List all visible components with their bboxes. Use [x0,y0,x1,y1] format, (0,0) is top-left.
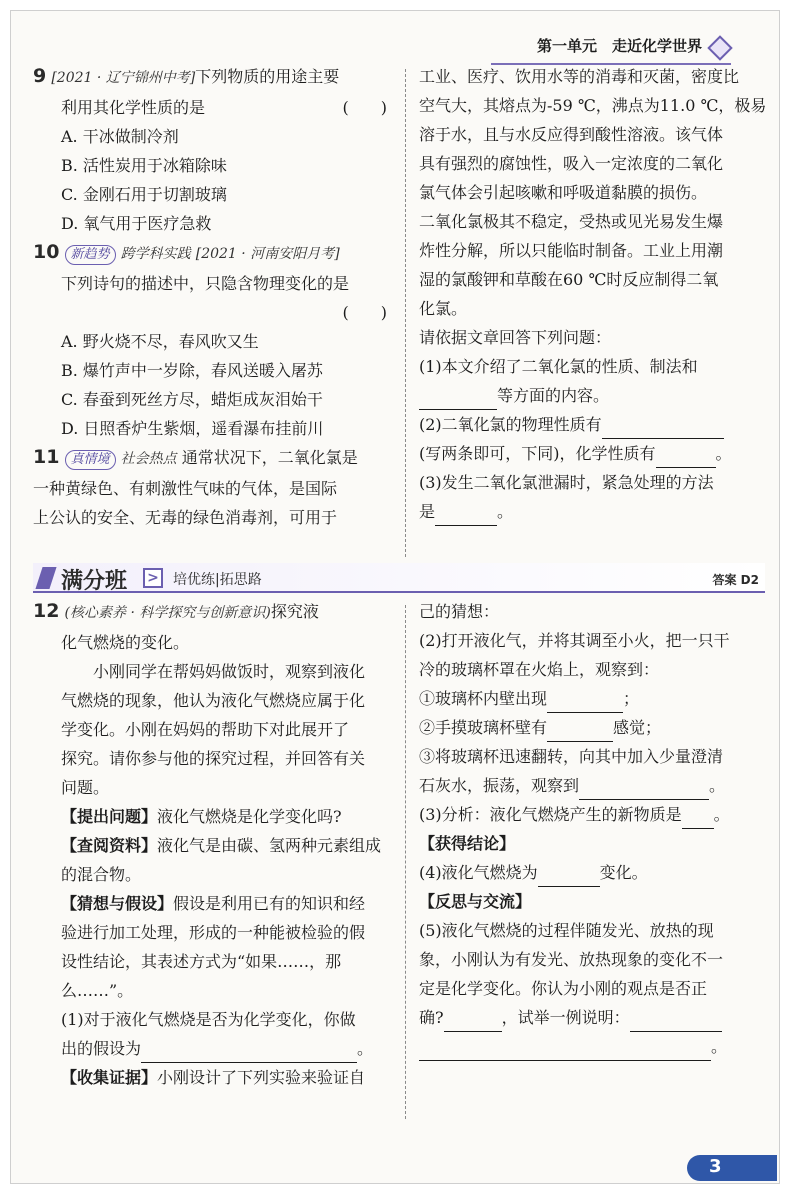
header-diamond-icon [707,35,732,60]
q10-answer-paren: ( ) [342,303,387,322]
q11-sub1-tail: 等方面的内容。 [497,386,610,405]
q12-line1 [33,597,393,628]
q12-p1-line1: (1)对于液化气燃烧是否为化学变化，你做 [61,1010,356,1029]
q11-right-2: 溶于水，且与水反应得到酸性溶液。该气体 [419,125,724,144]
q11-sub1-line1: (1)本文介绍了二氧化氯的性质、制法和 [419,357,698,376]
q11-sub1-blank[interactable] [419,390,497,410]
q9-source: [2021 · 辽宁锦州中考] [51,70,196,86]
q12-r-c3-blank[interactable] [579,780,709,800]
q10-stem: 下列诗句的描述中，只隐含物理变化的是 [61,274,350,293]
q11-sub2-blank1[interactable] [602,419,724,439]
q12-r-p4-blank[interactable] [538,867,600,887]
q12-consult [33,831,393,860]
right-column-top [419,62,765,526]
q12-r-p3-blank[interactable] [682,809,714,829]
q12-r-p2-0: (2)打开液化气，并将其调至小火，把一只干 [419,631,730,650]
q12-hyp-3: 么……”。 [61,981,134,1000]
q12-r-c3-head: 石灰水，振荡，观察到 [419,776,580,795]
q12-ask-text: 液化气燃烧是化学变化吗? [157,807,342,826]
banner-answer-ref: 答案 D2 [712,573,759,587]
q12-r-c2 [419,713,765,742]
q10-option-a: A. 野火烧不尽，春风吹又生 [61,332,259,351]
q9-answer-paren: ( ) [342,98,387,117]
q11-sub3-end: 。 [497,502,514,521]
q10-line1 [33,238,393,269]
q12-left-3: 探究。请你参与他的探究过程，并回答有关 [61,749,366,768]
q11-prompt: 请依据文章回答下列问题： [419,328,612,347]
q11-sub3-head: 是 [419,502,436,521]
q10-option-d: D. 日照香炉生紫烟，遥看瀑布挂前川 [61,419,324,438]
q12-r-line1: 己的猜想： [419,602,500,621]
q9-option-a: A. 干冰做制冷剂 [61,127,179,146]
unit-header: 第一单元 走近化学世界 [537,37,703,55]
q12-r-p5-1: 象，小刚认为有发光、放热现象的变化不一 [419,950,724,969]
q11-right-5: 二氧化氯极其不稳定，受热或见光易发生爆 [419,212,724,231]
q9-stem1: 下列物质的用途主要 [195,67,340,86]
q11-sub2-line1 [419,410,765,439]
q12-r-c2-head: ②手摸玻璃杯壁有 [419,718,548,737]
q11-sub2-blank2[interactable] [656,448,716,468]
q12-r-c3-line2 [419,771,765,800]
q9-stem2: 利用其化学性质的是 [61,98,206,117]
q12-r-p5-mid: ，试举一例说明： [501,1008,630,1027]
q11-sub3-blank[interactable] [435,506,497,526]
page-number: 3 [709,1156,722,1177]
q9-option-d: D. 氧气用于医疗急救 [61,214,212,233]
q11-right-3: 具有强烈的腐蚀性，吸入一定浓度的二氧化 [419,154,724,173]
q11-number: 11 [33,446,60,468]
q11-sub2-line2 [419,439,765,468]
q10-tag-text: 跨学科实践 [120,246,191,262]
q12-stem2: 化气燃烧的变化。 [61,633,190,652]
q12-r-c1-end: ； [623,689,640,708]
q12-p1-blank[interactable] [141,1043,357,1063]
q12-left-0: 小刚同学在帮妈妈做饭时，观察到液化 [93,662,366,681]
q12-collect-head: 【收集证据】 [61,1068,158,1087]
q11-sub2-mid: (写两条即可，下同)，化学性质有 [419,444,656,463]
q10-source: [2021 · 河南安阳月考] [195,246,340,262]
q12-r-p5-line5 [419,1032,765,1061]
q11-sub3-line1: (3)发生二氧化氯泄漏时，紧急处理的方法 [419,473,714,492]
q9-number: 9 [33,65,47,87]
banner-subtitle: 培优练|拓思路 [173,572,262,588]
q12-r-p5-line4 [419,1003,765,1032]
q11-sub2-end: 。 [715,444,732,463]
q11-right-0: 工业、医疗、饮用水等的消毒和灭菌，密度比 [419,67,740,86]
q10-number: 10 [33,241,60,263]
banner-title: 满分班 [61,569,128,594]
q12-r-p5-end: 。 [711,1037,728,1056]
q12-r-c1 [419,684,765,713]
q10-option-c: C. 春蚕到死丝方尽，蜡炬成灰泪始干 [61,390,323,409]
q12-r-c2-end: 感觉； [613,718,662,737]
column-divider-bottom [405,605,406,1119]
q12-p1-line2 [33,1034,393,1063]
q11-tag: 真情境 [65,450,116,470]
q12-r-p5-blank1[interactable] [444,1012,502,1032]
q12-left-4: 问题。 [61,778,110,797]
q11-right-7: 湿的氯酸钾和草酸在60 ℃时反应制得二氧 [419,270,719,289]
left-column-top [33,62,393,532]
q12-r-p3-head: (3)分析：液化气燃烧产生的新物质是 [419,805,682,824]
workbook-page [10,10,780,1184]
q12-hyp-2: 设性结论，其表述方式为“如果……，那 [61,952,342,971]
q12-ask-head: 【提出问题】 [61,807,158,826]
q12-stem1: 探究液 [270,602,319,621]
q11-sub1-line2 [419,381,765,410]
column-divider-top [405,69,406,557]
q12-r-c3-end: 。 [709,776,726,795]
q10-paren-line [33,298,393,327]
q11-right-6: 炸性分解，所以只能临时制备。工业上用潮 [419,241,724,260]
q11-tag-text: 社会热点 [120,451,177,467]
q12-source: (核心素养 · 科学探究与创新意识) [64,605,271,621]
q9-line1 [33,62,393,93]
q12-collect-text: 小刚设计了下列实验来验证自 [157,1068,366,1087]
q11-text-2: 上公认的安全、无毒的绿色消毒剂，可用于 [33,508,338,527]
q10-tag: 新趋势 [65,245,116,265]
q12-hyp [33,889,393,918]
q12-r-p3 [419,800,765,829]
q10-option-b: B. 爆竹声中一岁除，春风送暖入屠苏 [61,361,323,380]
q12-r-c2-blank[interactable] [547,722,613,742]
q9-option-c: C. 金刚石用于切割玻璃 [61,185,227,204]
q12-r-p5-blank3[interactable] [419,1041,711,1061]
left-column-bottom [33,597,393,1092]
q12-ask [33,802,393,831]
q12-consult-head: 【查阅资料】 [61,836,158,855]
q12-collect [33,1063,393,1092]
q9-option-b: B. 活性炭用于冰箱除味 [61,156,227,175]
q12-r-p5-2: 定是化学变化。你认为小刚的观点是否正 [419,979,708,998]
q11-right-4: 氯气体会引起咳嗽和呼吸道黏膜的损伤。 [419,183,708,202]
q12-left-1: 气燃烧的现象，他认为液化气燃烧应属于化 [61,691,366,710]
q11-right-1: 空气大，其熔点为-59 ℃，沸点为11.0 ℃，极易 [419,96,767,115]
q12-r-p5-blank2[interactable] [630,1012,722,1032]
q12-r-p3-end: 。 [713,805,730,824]
banner-arrow-icon: > [143,568,163,588]
q12-number: 12 [33,600,60,622]
q11-text-0: 通常状况下，二氧化氯是 [181,448,358,467]
q12-hyp-head: 【猜想与假设】 [61,894,174,913]
q12-r-refl-head: 【反思与交流】 [419,892,532,911]
q12-r-p5-head: 确? [419,1008,444,1027]
q12-r-c3-line1: ③将玻璃杯迅速翻转，向其中加入少量澄清 [419,747,724,766]
q11-sub2-head: (2)二氧化氯的物理性质有 [419,415,602,434]
q12-r-p5-0: (5)液化气燃烧的过程伴随发光、放热的现 [419,921,714,940]
q12-p1-end: 。 [357,1039,374,1058]
q12-consult-text1: 液化气是由碳、氢两种元素组成 [157,836,382,855]
q11-right-8: 化氯。 [419,299,468,318]
q12-r-p4 [419,858,765,887]
q12-left-2: 学变化。小刚在妈妈的帮助下对此展开了 [61,720,350,739]
q11-sub3-line2 [419,497,765,526]
q12-hyp-0: 假设是利用已有的知识和经 [173,894,366,913]
q12-r-p2-1: 冷的玻璃杯罩在火焰上，观察到： [419,660,660,679]
q12-r-conc-head: 【获得结论】 [419,834,516,853]
q11-text-1: 一种黄绿色、有刺激性气味的气体，是国际 [33,479,338,498]
q12-consult-text2: 的混合物。 [61,865,142,884]
page-number-tab [687,1155,777,1181]
q12-r-c1-head: ①玻璃杯内壁出现 [419,689,548,708]
q9-line2 [33,93,393,122]
section-banner [33,563,765,593]
right-column-bottom [419,597,765,1061]
q11-line1 [33,443,393,474]
q12-r-p4-head: (4)液化气燃烧为 [419,863,538,882]
q12-r-c1-blank[interactable] [547,693,623,713]
q12-hyp-1: 验进行加工处理，形成的一种能被检验的假 [61,923,366,942]
q12-p1-head: 出的假设为 [61,1039,142,1058]
q12-r-p4-end: 变化。 [599,863,648,882]
